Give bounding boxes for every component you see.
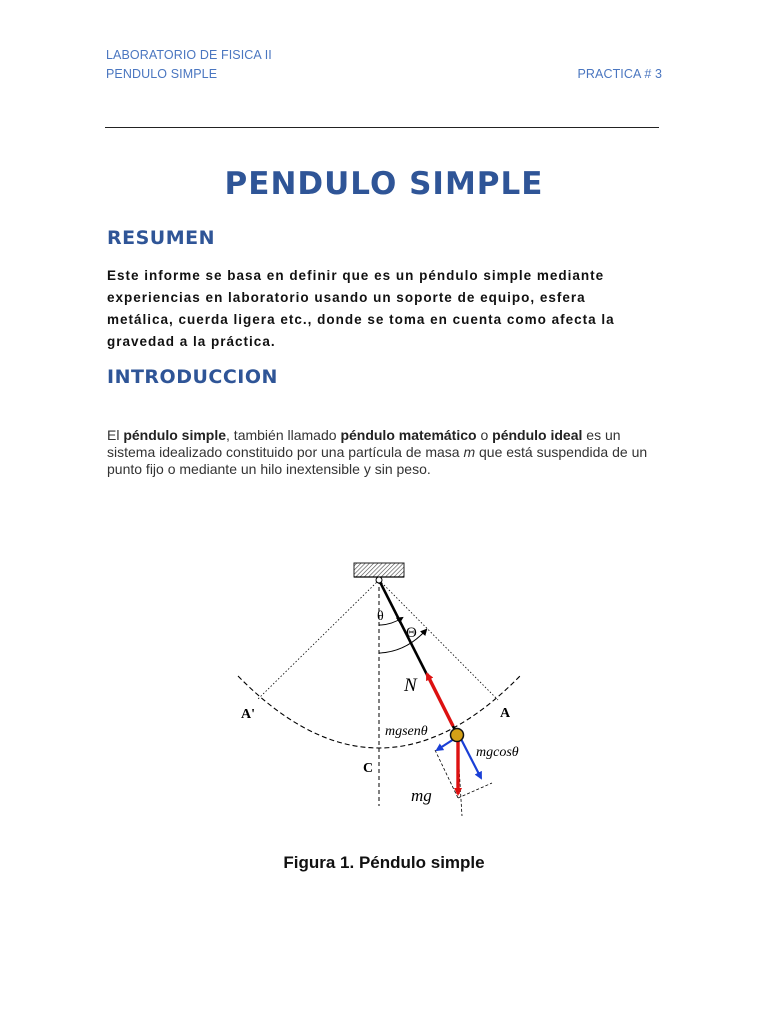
term-masa: masa xyxy=(425,444,460,460)
intro-text: El xyxy=(107,427,124,443)
ceiling-support xyxy=(354,563,404,577)
tension-arrow xyxy=(427,674,453,726)
label-N: N xyxy=(404,675,417,696)
symbol-m: m xyxy=(463,444,476,460)
section-heading-introduccion: INTRODUCCION xyxy=(107,366,278,388)
amplitude-line-left xyxy=(257,580,379,700)
label-C: C xyxy=(363,761,374,776)
term-pendulo-simple: péndulo simple xyxy=(123,427,227,443)
header-subject: PENDULO SIMPLE xyxy=(106,67,218,81)
pendulum-diagram xyxy=(230,558,530,820)
header-practice-number: PRACTICA # 3 xyxy=(577,67,662,81)
label-A: A xyxy=(500,706,511,721)
pendulum-bob xyxy=(451,729,464,742)
page-title: PENDULO SIMPLE xyxy=(224,166,544,202)
header-lab-title: LABORATORIO DE FISICA II xyxy=(106,48,272,62)
tangential-component-arrow xyxy=(437,739,454,750)
section-heading-resumen: RESUMEN xyxy=(107,227,216,249)
intro-text: es un sistema idealizado constituido por una partícula de xyxy=(107,427,621,460)
amplitude-line-right xyxy=(379,580,498,700)
theta-max-angle-arc xyxy=(379,630,426,653)
figure-caption: Figura 1. Péndulo simple xyxy=(283,853,485,872)
term-pendulo-matematico: péndulo matemático xyxy=(340,427,477,443)
intro-text: , también llamado xyxy=(226,427,341,443)
intro-text: o xyxy=(476,427,493,443)
label-theta-max: Θ xyxy=(406,625,417,641)
label-theta: θ xyxy=(377,609,384,624)
header-rule xyxy=(105,127,659,128)
abstract-text: Este informe se basa en definir que es un péndulo simple mediante experiencias en laboratorio usando un soporte de equipo, esfera metálica, cuerda ligera etc., donde se toma en cuenta como afecta la gravedad a la práctica. xyxy=(107,268,615,349)
intro-text: que está suspendida de un punto fijo o mediante un hilo inextensible y sin peso. xyxy=(107,444,648,477)
intro-paragraph xyxy=(107,427,652,478)
label-radial-force: mgcosθ xyxy=(476,745,519,760)
label-weight: mg xyxy=(411,786,432,805)
pivot-point xyxy=(376,577,382,583)
label-tangential-force: mgsenθ xyxy=(385,724,428,739)
label-A-prime: A' xyxy=(241,707,255,722)
term-pendulo-ideal: péndulo ideal xyxy=(492,427,583,443)
